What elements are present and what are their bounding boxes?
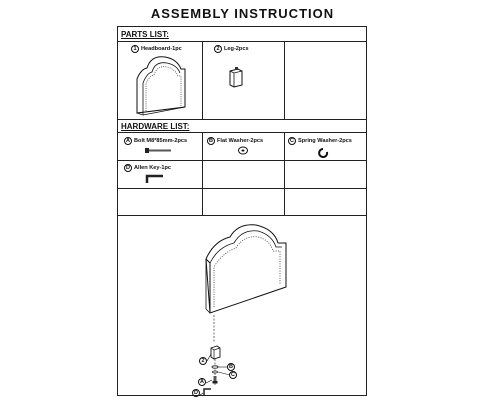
grid-line — [118, 132, 366, 133]
hardware-label: Flat Washer-2pcs — [217, 138, 264, 144]
grid-line — [118, 119, 366, 120]
assembly-diagram — [118, 215, 368, 397]
instruction-sheet — [117, 26, 367, 396]
part-number-badge: 1 — [131, 45, 139, 53]
grid-line — [118, 188, 366, 189]
bolt-icon — [145, 148, 171, 153]
headboard-icon — [133, 55, 193, 117]
part-headboard — [131, 45, 182, 53]
callout-bolt-badge: A — [198, 378, 206, 386]
part-label: Headboard-1pc — [141, 46, 182, 52]
hardware-spring-washer — [288, 137, 352, 145]
grid-line — [284, 132, 285, 215]
part-label: Leg-2pcs — [224, 46, 249, 52]
grid-line — [118, 160, 366, 161]
hardware-flat-washer — [207, 137, 263, 145]
flat-washer-icon — [238, 146, 248, 155]
leg-icon — [228, 67, 244, 89]
hardware-letter-badge: D — [124, 164, 132, 172]
hardware-label: Bolt M8*85mm-2pcs — [134, 138, 188, 144]
callout-flat-washer-badge: B — [227, 363, 235, 371]
grid-line — [118, 41, 366, 42]
hardware-bolt — [124, 137, 187, 145]
grid-line — [202, 41, 203, 119]
grid-line — [202, 132, 203, 215]
part-leg — [214, 45, 249, 53]
hardware-letter-badge: A — [124, 137, 132, 145]
parts-list-heading: PARTS LIST: — [121, 30, 169, 39]
spring-washer-icon — [319, 148, 329, 158]
hardware-list-heading: HARDWARE LIST: — [121, 122, 190, 131]
document-title: ASSEMBLY INSTRUCTION — [150, 6, 335, 21]
hardware-label: Allen Key-1pc — [134, 165, 171, 171]
callout-spring-washer-badge: C — [229, 371, 237, 379]
allen-key-icon — [143, 174, 165, 185]
callout-allen-key-badge: D — [192, 389, 200, 397]
part-number-badge: 2 — [214, 45, 222, 53]
callout-leg-badge: 2 — [199, 357, 207, 365]
hardware-letter-badge: B — [207, 137, 215, 145]
grid-line — [284, 41, 285, 119]
hardware-label: Spring Washer-2pcs — [298, 138, 352, 144]
hardware-allen-key — [124, 164, 171, 172]
hardware-letter-badge: C — [288, 137, 296, 145]
